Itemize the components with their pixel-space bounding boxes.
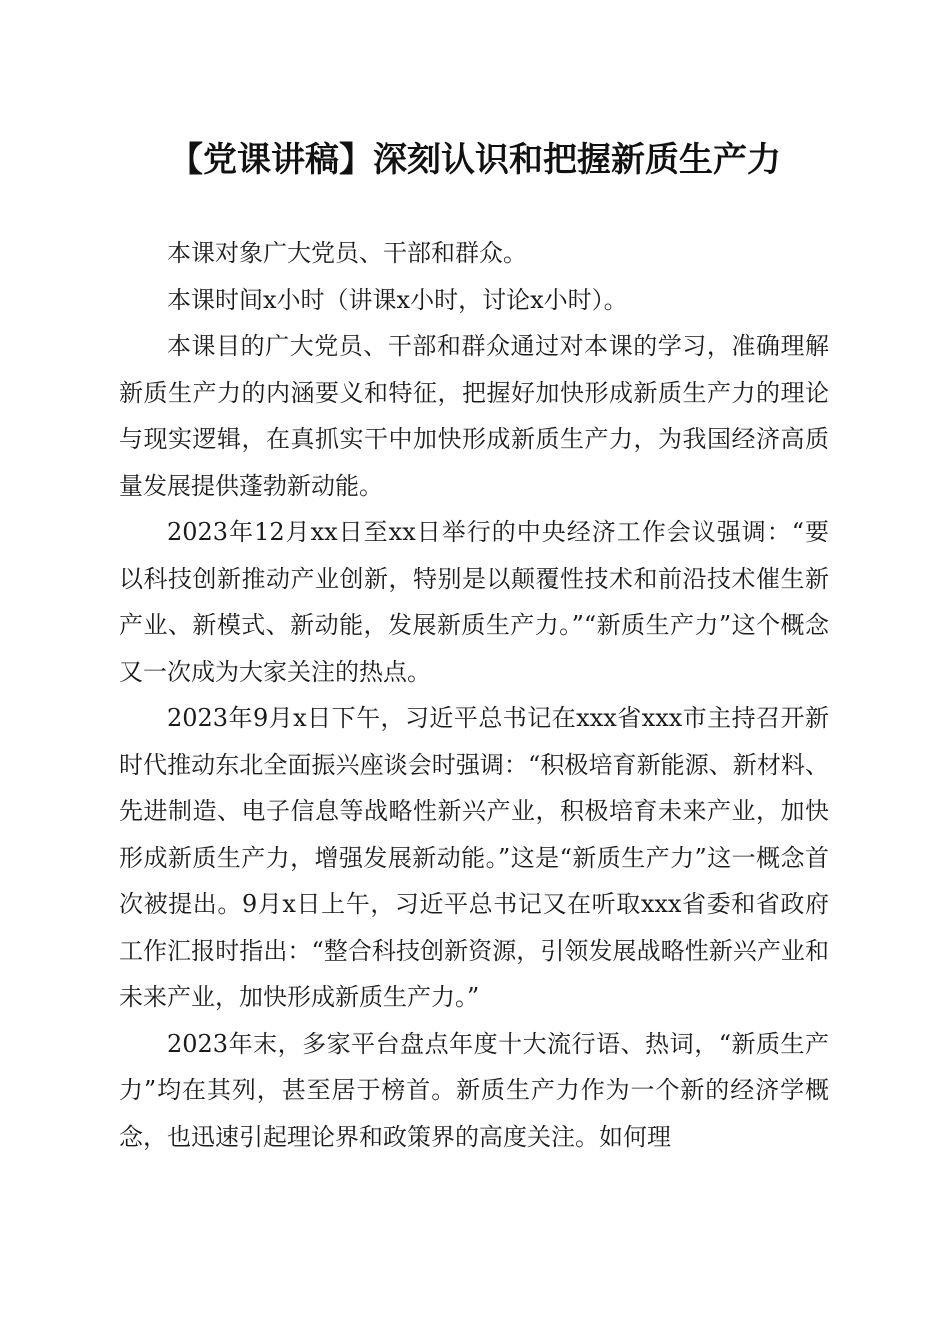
paragraph-first-proposal: 2023年9月x日下午，习近平总书记在xxx省xxx市主持召开新时代推动东北全面振兴座谈会时强调：“积极培育新能源、新材料、先进制造、电子信息等战略性新兴产业，积极培育未来产业，加快形成新质生产力，增强发展新动能。”这是“新质生产力”这一概念首次被提出。9月x日上午，习近平总书记又在听取xxx省委和省政府工作汇报时指出：“整合科技创新资源，引领发展战略性新兴产业和未来产业，加快形成新质生产力。” [119, 704, 829, 1011]
paragraph-duration: 本课时间x小时（讲课x小时，讨论x小时）。 [167, 285, 628, 314]
paragraph-year-end: 2023年末，多家平台盘点年度十大流行语、热词，“新质生产力”均在其列，甚至居于榜首。新质生产力作为一个新的经济学概念，也迅速引起理论界和政策界的高度关注。如何理 [119, 1029, 829, 1151]
paragraph-purpose: 本课目的广大党员、干部和群众通过对本课的学习，准确理解新质生产力的内涵要义和特征，把握好加快形成新质生产力的理论与现实逻辑，在真抓实干中加快形成新质生产力，为我国经济高质量发展提供蓬勃新动能。 [119, 332, 829, 500]
document-body [119, 230, 829, 1160]
paragraph-economic-conference: 2023年12月xx日至xx日举行的中央经济工作会议强调：“要以科技创新推动产业创新，特别是以颠覆性技术和前沿技术催生新产业、新模式、新动能，发展新质生产力。”“新质生产力”这个概念又一次成为大家关注的热点。 [119, 518, 829, 686]
document-title: 【党课讲稿】深刻认识和把握新质生产力 [169, 140, 781, 180]
paragraph-audience: 本课对象广大党员、干部和群众。 [167, 239, 527, 267]
